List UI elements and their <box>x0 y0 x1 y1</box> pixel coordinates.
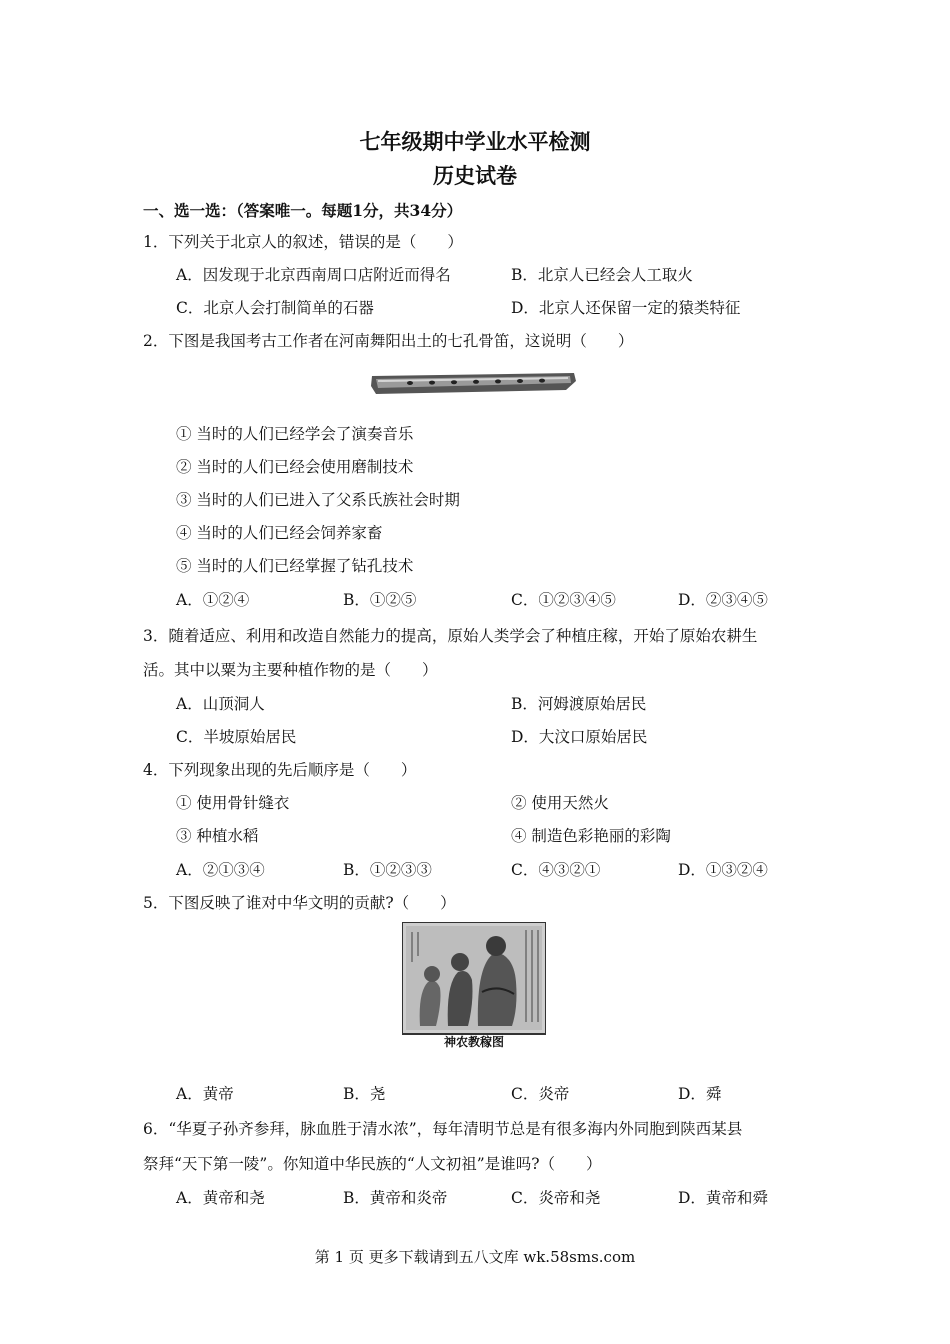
q6-option-c: C．炎帝和尧 <box>511 1189 601 1207</box>
shennong-painting-image <box>402 922 546 1050</box>
q1-option-b: B．北京人已经会人工取火 <box>511 266 693 284</box>
q3-stem-line2: 活。其中以粟为主要种植作物的是（ ） <box>143 661 438 679</box>
q4-option-c: C．④③②① <box>511 861 601 879</box>
q1-option-d: D．北京人还保留一定的猿类特征 <box>511 299 741 317</box>
q5-option-a: A．黄帝 <box>176 1085 234 1103</box>
q4-statement-2: ② 使用天然火 <box>511 794 609 812</box>
page-title: 七年级期中学业水平检测 <box>359 129 591 154</box>
q6-stem-line1: 6．“华夏子孙齐参拜，脉血胜于清水浓”，每年清明节总是有很多海内外同胞到陕西某县 <box>143 1120 743 1138</box>
q1-option-a: A．因发现于北京西南周口店附近而得名 <box>176 266 451 284</box>
q3-option-b: B．河姆渡原始居民 <box>511 695 647 713</box>
q2-statement-1: ① 当时的人们已经学会了演奏音乐 <box>176 425 414 443</box>
q2-option-c: C．①②③④⑤ <box>511 591 616 609</box>
q4-stem: 4．下列现象出现的先后顺序是（ ） <box>143 761 417 779</box>
q2-statement-2: ② 当时的人们已经会使用磨制技术 <box>176 458 414 476</box>
q6-option-a: A．黄帝和尧 <box>176 1189 265 1207</box>
q2-statement-3: ③ 当时的人们已进入了父系氏族社会时期 <box>176 491 460 509</box>
q6-option-d: D．黄帝和舜 <box>678 1189 768 1207</box>
q4-statement-4: ④ 制造色彩艳丽的彩陶 <box>511 827 671 845</box>
q2-option-a: A．①②④ <box>176 591 250 609</box>
q2-option-b: B．①②⑤ <box>343 591 417 609</box>
q4-statement-1: ① 使用骨针缝衣 <box>176 794 290 812</box>
bone-flute-image <box>370 368 578 398</box>
q5-stem: 5．下图反映了谁对中华文明的贡献?（ ） <box>143 894 456 912</box>
q5-option-d: D．舜 <box>678 1085 722 1103</box>
q4-option-d: D．①③②④ <box>678 861 768 879</box>
q3-option-c: C．半坡原始居民 <box>176 728 297 746</box>
q4-statement-3: ③ 种植水稻 <box>176 827 259 845</box>
q5-option-c: C．炎帝 <box>511 1085 570 1103</box>
page-footer: 第 1 页 更多下载请到五八文库 wk.58sms.com <box>314 1248 636 1266</box>
q5-option-b: B．尧 <box>343 1085 386 1103</box>
figure-caption: 神农教稼图 <box>443 1035 505 1049</box>
q2-stem: 2．下图是我国考古工作者在河南舞阳出土的七孔骨笛，这说明（ ） <box>143 332 634 350</box>
page-subtitle: 历史试卷 <box>433 163 517 188</box>
q1-option-c: C．北京人会打制简单的石器 <box>176 299 374 317</box>
q4-option-b: B．①②③③ <box>343 861 432 879</box>
q4-option-a: A．②①③④ <box>176 861 265 879</box>
section-heading: 一、选一选：（答案唯一。每题1分，共34分） <box>143 201 463 220</box>
q1-stem: 1．下列关于北京人的叙述，错误的是（ ） <box>143 233 463 251</box>
q2-statement-5: ⑤ 当时的人们已经掌握了钻孔技术 <box>176 557 414 575</box>
q3-option-d: D．大汶口原始居民 <box>511 728 648 746</box>
q6-stem-line2: 祭拜“天下第一陵”。你知道中华民族的“人文初祖”是谁吗?（ ） <box>143 1155 602 1173</box>
q3-stem-line1: 3．随着适应、利用和改造自然能力的提高，原始人类学会了种植庄稼，开始了原始农耕生 <box>143 627 758 645</box>
q6-option-b: B．黄帝和炎帝 <box>343 1189 448 1207</box>
q2-statement-4: ④ 当时的人们已经会饲养家畜 <box>176 524 383 542</box>
q2-option-d: D．②③④⑤ <box>678 591 768 609</box>
q3-option-a: A．山顶洞人 <box>176 695 265 713</box>
